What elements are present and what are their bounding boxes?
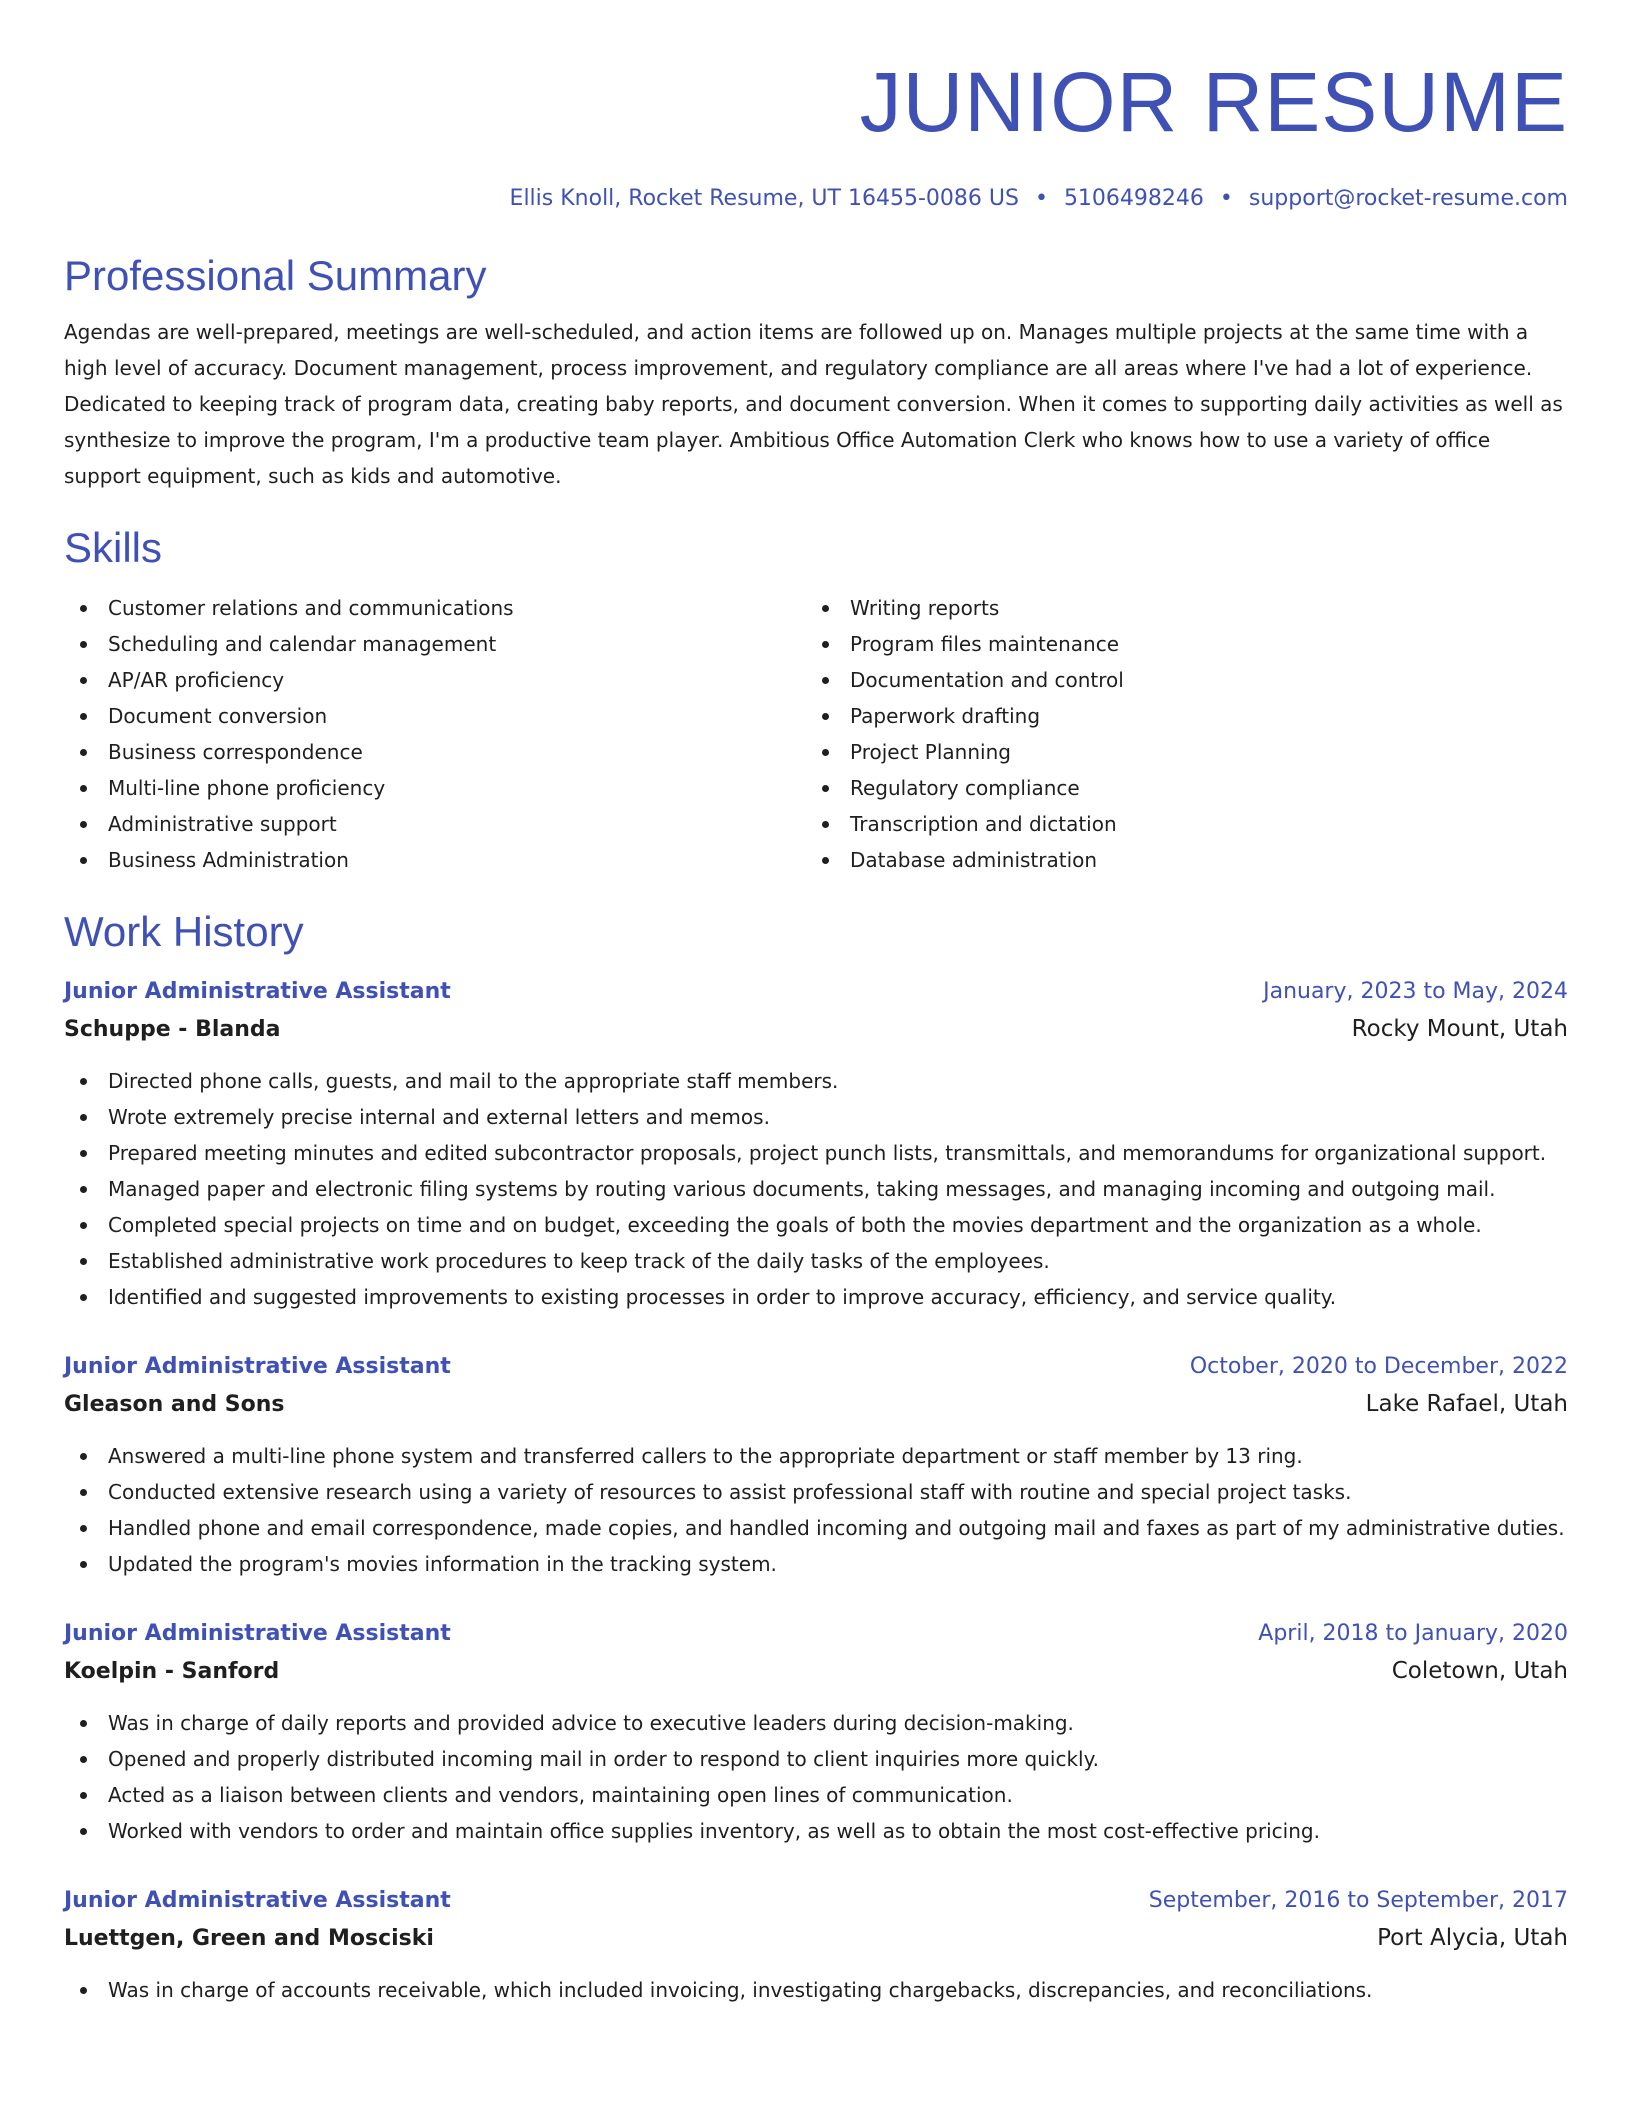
job-bullets (64, 1063, 1568, 1315)
skill-item: Writing reports (806, 590, 1548, 626)
job-bullet: Updated the program's movies information in the tracking system. (64, 1546, 1568, 1582)
job-location: Port Alycia, Utah (1377, 1925, 1568, 1951)
skill-item: Multi-line phone proficiency (64, 770, 806, 806)
skills-heading: Skills (64, 524, 163, 571)
job-company: Koelpin - Sanford (64, 1659, 280, 1684)
skill-item: Scheduling and calendar management (64, 626, 806, 662)
skill-item: Customer relations and communications (64, 590, 806, 626)
skill-item: AP/AR proficiency (64, 662, 806, 698)
contact-email: support@rocket-resume.com (1248, 186, 1568, 211)
job-bullet: Handled phone and email correspondence, made copies, and handled incoming and outgoing mail and faxes as part of my administrative duties. (64, 1510, 1568, 1546)
skill-item: Regulatory compliance (806, 770, 1548, 806)
job-bullet: Opened and properly distributed incoming mail in order to respond to client inquiries more quickly. (64, 1741, 1568, 1777)
job-dates: October, 2020 to December, 2022 (1189, 1354, 1568, 1379)
skills-grid (64, 590, 1568, 878)
contact-phone: 5106498246 (1063, 186, 1204, 211)
job-company-row (64, 1385, 1568, 1424)
job-bullet: Answered a multi-line phone system and transferred callers to the appropriate department or staff member by 13 ring. (64, 1438, 1568, 1474)
job-dates: January, 2023 to May, 2024 (1263, 979, 1568, 1004)
contact-separator: • (1034, 186, 1048, 211)
skill-item: Database administration (806, 842, 1548, 878)
job-bullets (64, 1705, 1568, 1849)
job-bullets (64, 1438, 1568, 1582)
job-entry (64, 1349, 1568, 1582)
job-bullet: Worked with vendors to order and maintain office supplies inventory, as well as to obtain the most cost-effective pricing. (64, 1813, 1568, 1849)
skills-list-right (806, 590, 1548, 878)
job-dates: September, 2016 to September, 2017 (1148, 1888, 1568, 1913)
job-location: Coletown, Utah (1391, 1658, 1568, 1684)
job-bullet: Wrote extremely precise internal and external letters and memos. (64, 1099, 1568, 1135)
skill-item: Paperwork drafting (806, 698, 1548, 734)
job-title: Junior Administrative Assistant (64, 1354, 451, 1379)
skill-item: Administrative support (64, 806, 806, 842)
job-title: Junior Administrative Assistant (64, 1621, 451, 1646)
contact-separator: • (1219, 186, 1233, 211)
skill-item: Transcription and dictation (806, 806, 1548, 842)
summary-text: Agendas are well-prepared, meetings are well-scheduled, and action items are followed up on. Manages multiple projects at the same time with a high level of accuracy. Document management, process improvement, and regulatory compliance are all areas where I've had a lot of experience. Dedicated to keeping track of program data, creating baby reports, and document conversion. When it comes to supporting daily activities as well as synthesize to improve the program, I'm a productive team player. Ambitious Office Automation Clerk who knows how to use a variety of office support equipment, such as kids and automotive. (64, 320, 1563, 488)
skills-list-left (64, 590, 806, 878)
job-company-row (64, 1010, 1568, 1049)
job-bullet: Identified and suggested improvements to existing processes in order to improve accuracy, efficiency, and service quality. (64, 1279, 1568, 1315)
contact-line (64, 184, 1568, 214)
contact-address: Ellis Knoll, Rocket Resume, UT 16455-0086 US (509, 186, 1019, 211)
resume-page (64, 0, 1568, 2008)
job-bullet: Conducted extensive research using a variety of resources to assist professional staff with routine and special project tasks. (64, 1474, 1568, 1510)
job-header-row (64, 1349, 1568, 1385)
skill-item: Business Administration (64, 842, 806, 878)
job-company: Gleason and Sons (64, 1392, 285, 1417)
job-bullet: Was in charge of daily reports and provided advice to executive leaders during decision-making. (64, 1705, 1568, 1741)
job-bullet: Managed paper and electronic filing systems by routing various documents, taking messages, and managing incoming and outgoing mail. (64, 1171, 1568, 1207)
job-company: Schuppe - Blanda (64, 1017, 281, 1042)
job-bullet: Completed special projects on time and on budget, exceeding the goals of both the movies department and the organization as a whole. (64, 1207, 1568, 1243)
job-header-row (64, 1883, 1568, 1919)
job-location: Lake Rafael, Utah (1365, 1391, 1568, 1417)
job-company-row (64, 1652, 1568, 1691)
job-header-row (64, 1616, 1568, 1652)
work-history-heading: Work History (64, 908, 304, 955)
job-entry (64, 1616, 1568, 1849)
resume-title: JUNIOR RESUME (859, 55, 1568, 149)
job-dates: April, 2018 to January, 2020 (1258, 1621, 1568, 1646)
job-company-row (64, 1919, 1568, 1958)
skill-item: Program files maintenance (806, 626, 1548, 662)
job-bullet: Acted as a liaison between clients and vendors, maintaining open lines of communication. (64, 1777, 1568, 1813)
skill-item: Project Planning (806, 734, 1548, 770)
job-bullet: Prepared meeting minutes and edited subcontractor proposals, project punch lists, transmittals, and memorandums for organizational support. (64, 1135, 1568, 1171)
job-entry (64, 974, 1568, 1315)
job-bullet: Directed phone calls, guests, and mail to the appropriate staff members. (64, 1063, 1568, 1099)
job-bullet: Established administrative work procedures to keep track of the daily tasks of the employees. (64, 1243, 1568, 1279)
job-bullet: Was in charge of accounts receivable, which included invoicing, investigating chargebacks, discrepancies, and reconciliations. (64, 1972, 1568, 2008)
job-bullets (64, 1972, 1568, 2008)
skill-item: Business correspondence (64, 734, 806, 770)
summary-heading: Professional Summary (64, 252, 487, 299)
job-entry (64, 1883, 1568, 2008)
job-title: Junior Administrative Assistant (64, 1888, 451, 1913)
job-company: Luettgen, Green and Mosciski (64, 1926, 434, 1951)
skill-item: Documentation and control (806, 662, 1548, 698)
job-title: Junior Administrative Assistant (64, 979, 451, 1004)
job-header-row (64, 974, 1568, 1010)
job-location: Rocky Mount, Utah (1351, 1016, 1568, 1042)
skill-item: Document conversion (64, 698, 806, 734)
